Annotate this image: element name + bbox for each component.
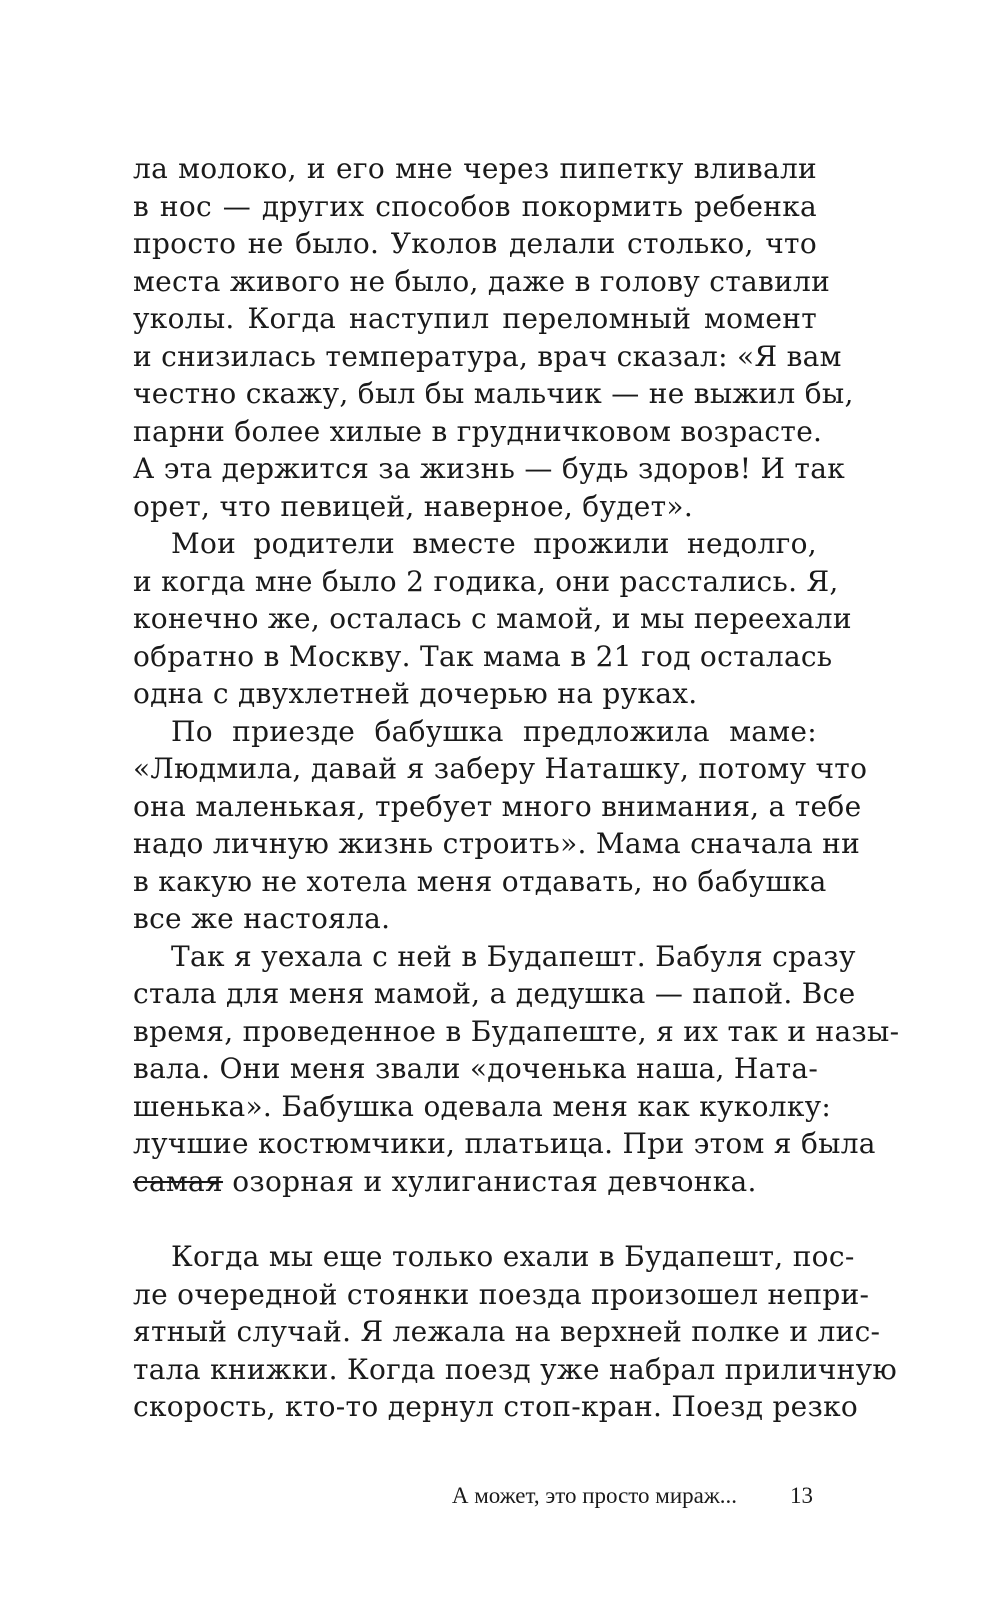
text-line: вала. Они меня звали «доченька наша, Ната- [133,1052,819,1085]
text-line [133,1163,817,1201]
text-line: «Людмила, давай я заберу Наташку, потому что [133,752,868,785]
running-title: А может, это просто мираж... [451,1483,737,1508]
text-line: орет, что певицей, наверное, будет». [133,489,694,523]
text-line: она маленькая, требует много внимания, а тебе [133,789,862,823]
section-break [133,1200,817,1238]
page-number: 13 [790,1483,813,1508]
text-line: в нос — других способов покормить ребенка [133,189,817,223]
struck-word: самая [133,1164,224,1198]
text-line: обратно в Москву. Так мама в 21 год осталась [133,639,833,673]
paragraph [133,713,868,938]
text-line: одна с двухлетней дочерью на руках. [133,677,698,710]
text-line: все же настояла. [133,902,391,935]
text-line: время, проведенное в Будапеште, я их так и назы- [133,1014,900,1048]
text-line: честно скажу, был бы мальчик — не выжил бы, [133,377,854,410]
text-line: А эта держится за жизнь — будь здоров! И так [133,452,846,485]
text-line: парни более хилые в грудничковом возрасте. [133,414,823,448]
text-line: места живого не было, даже в голову ставили [133,264,831,298]
text-line: лучшие костюмчики, платьица. При этом я была [133,1127,876,1160]
paragraph [133,150,854,525]
paragraph [133,525,852,713]
text-line: скорость, кто-то дернул стоп-кран. Поезд резко [133,1390,859,1423]
text-line: и снизилась температура, врач сказал: «Я вам [133,339,842,373]
text-line: в какую не хотела меня отдавать, но бабушка [133,864,827,898]
text-line: шенька». Бабушка одевала меня как куколку: [133,1089,832,1123]
text-line: тала книжки. Когда поезд уже набрал приличную [133,1352,898,1386]
text-line: конечно же, осталась с мамой, и мы переехали [133,602,852,635]
text-line: ятный случай. Я лежала на верхней полке и лис- [133,1315,881,1348]
text-line: ле очередной стоянки поезда произошел непри- [133,1277,870,1311]
text-line: Мои родители вместе прожили недолго, [171,527,817,560]
paragraph [133,1238,898,1426]
body-text [133,150,900,1426]
text-line: стала для меня мамой, а дедушка — папой. Все [133,977,856,1010]
page-footer [0,1483,1000,1515]
paragraph [133,938,900,1201]
text-line: надо личную жизнь строить». Мама сначала ни [133,827,861,860]
text-line: уколы. Когда наступил переломный момент [133,302,817,335]
text-line: Когда мы еще только ехали в Будапешт, пос- [171,1240,855,1273]
text-line: ла молоко, и его мне через пипетку вливали [133,152,817,185]
text-line: По приезде бабушка предложила маме: [171,714,817,748]
text-line: просто не было. Уколов делали столько, что [133,227,817,260]
text-line: и когда мне было 2 годика, они расстались. Я, [133,564,839,598]
text-line: Так я уехала с ней в Будапешт. Бабуля сразу [171,939,856,973]
line-rest: озорная и хулиганистая девчонка. [223,1164,757,1198]
